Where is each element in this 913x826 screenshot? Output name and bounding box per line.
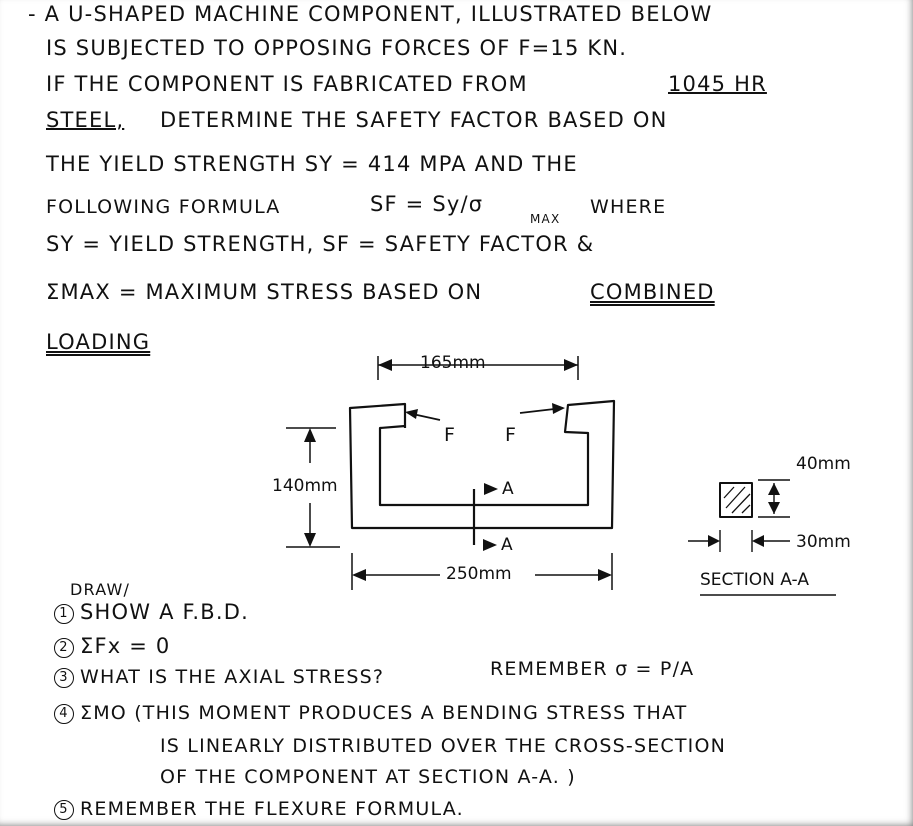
bottom-dimension-label: 250mm — [446, 564, 512, 584]
task-text-1: SHOW A F.B.D. — [80, 600, 250, 624]
problem-line-2: IS SUBJECTED TO OPPOSING FORCES OF F=15 KN. — [46, 36, 628, 60]
task-text-2: ΣFx = 0 — [80, 634, 171, 658]
steel-grade: 1045 HR — [668, 72, 767, 96]
section-height-label: 40mm — [796, 454, 851, 474]
width-dimension-label: 165mm — [420, 353, 486, 373]
problem-line-5: THE YIELD STRENGTH SY = 414 MPA AND THE — [46, 152, 578, 176]
section-mark-top: A — [502, 479, 514, 499]
task-text-4: ΣMO (THIS MOMENT PRODUCES A BENDING STRESS THAT — [80, 702, 688, 724]
problem-line-3a: IF THE COMPONENT IS FABRICATED FROM — [46, 72, 528, 96]
problem-line-8a: ΣMAX = MAXIMUM STRESS BASED ON — [46, 280, 483, 304]
task-4-continued-1: IS LINEARLY DISTRIBUTED OVER THE CROSS-SECTION — [160, 735, 727, 757]
tasks-heading: DRAW/ — [70, 580, 131, 599]
task-4-continued-2: OF THE COMPONENT AT SECTION A-A. ) — [160, 766, 576, 788]
sf-formula-subscript: MAX — [530, 212, 561, 226]
remember-axial-formula: REMEMBER σ = P/A — [490, 658, 695, 680]
problem-line-6a: FOLLOWING FORMULA — [46, 196, 281, 218]
task-item-2 — [54, 634, 170, 658]
u-component-outline — [350, 401, 614, 528]
task-text-5: REMEMBER THE FLEXURE FORMULA. — [80, 798, 464, 820]
problem-line-6c: WHERE — [590, 196, 667, 218]
task-item-4 — [54, 702, 687, 724]
force-label-right: F — [505, 424, 516, 446]
task-number-5: 5 — [54, 800, 74, 820]
task-number-4: 4 — [54, 704, 74, 724]
problem-line-7: SY = YIELD STRENGTH, SF = SAFETY FACTOR & — [46, 232, 595, 256]
section-mark-bottom: A — [501, 535, 513, 555]
task-number-3: 3 — [54, 668, 74, 688]
task-number-2: 2 — [54, 638, 74, 658]
height-dimension-label: 140mm — [272, 476, 338, 496]
cross-section-rect — [720, 483, 752, 517]
problem-line-9: LOADING — [46, 330, 151, 354]
problem-line-4a: STEEL, — [46, 108, 125, 132]
section-width-label: 30mm — [796, 532, 851, 552]
combined-loading: COMBINED — [590, 280, 715, 304]
task-item-3 — [54, 666, 384, 688]
task-item-1 — [54, 600, 249, 624]
section-title: SECTION A-A — [700, 570, 809, 590]
task-number-1: 1 — [54, 604, 74, 624]
problem-line-1: - A U-SHAPED MACHINE COMPONENT, ILLUSTRATED BELOW — [28, 2, 713, 26]
task-item-5 — [54, 798, 464, 820]
problem-line-4b: DETERMINE THE SAFETY FACTOR BASED ON — [160, 108, 668, 132]
sf-formula: SF = Sy/σ — [370, 192, 484, 216]
force-label-left: F — [444, 424, 455, 446]
task-text-3: WHAT IS THE AXIAL STRESS? — [80, 666, 385, 688]
